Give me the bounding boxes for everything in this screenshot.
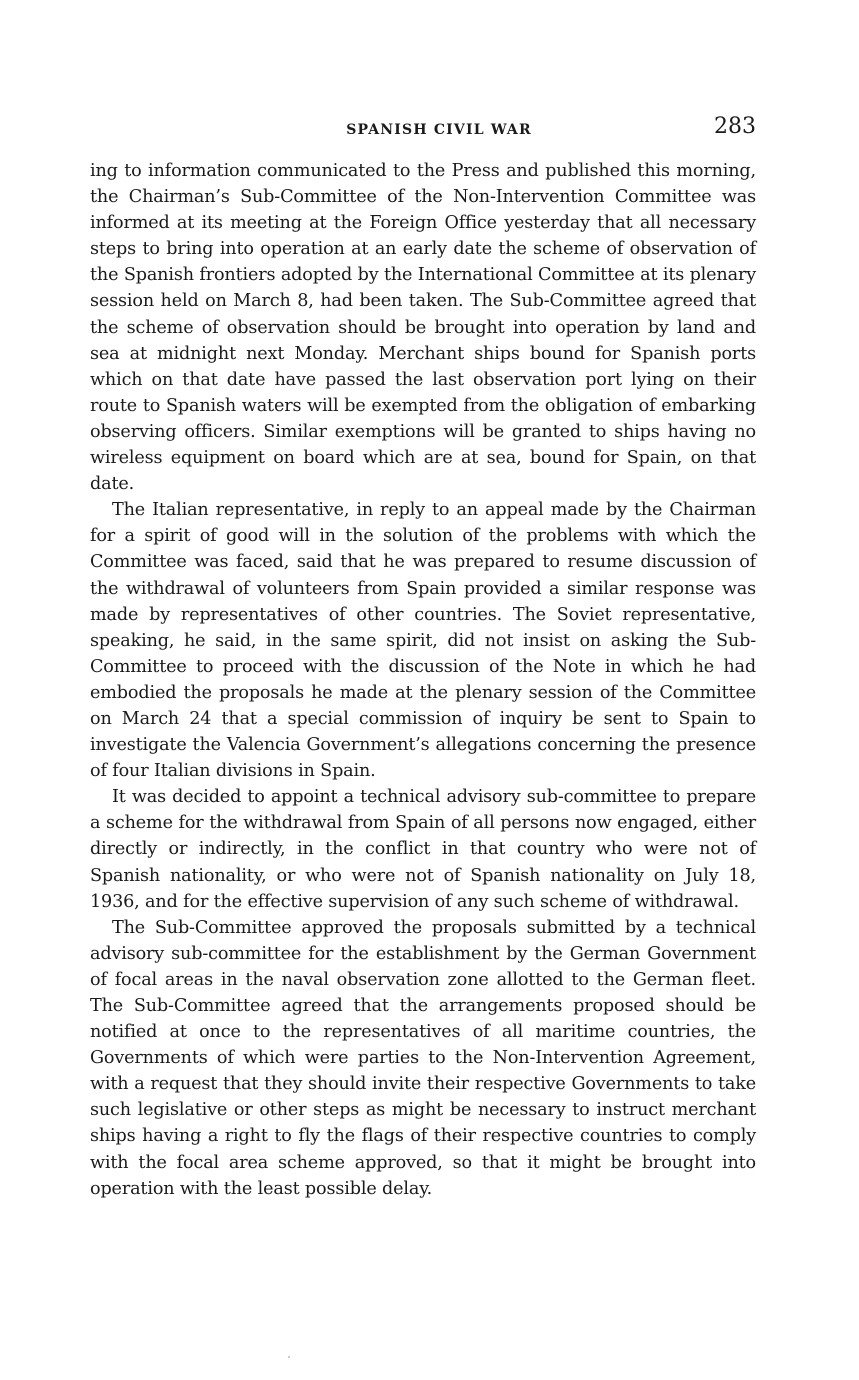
paragraph-focal-areas: The Sub-Committee approved the proposals submitted by a technical advisory sub-committee for the establishment by the German Government of focal areas in the naval observation zone allotted to the German fleet. The Sub-Committee agreed that the arrangements proposed should be notified at once to the representatives of all maritime countries, the Governments of which were parties to the Non-Intervention Agreement, with a request that they should invite their respective Governments to take such legislative or other steps as might be necessary to instruct merchant ships having a right to fly the flags of their respective countries to comply with the focal area scheme approved, so that it might be brought into operation with the least possible delay. bbox=[90, 917, 756, 1199]
page-number: 283 bbox=[714, 114, 756, 139]
body-text bbox=[90, 158, 756, 1202]
scan-speck bbox=[288, 1356, 290, 1358]
paragraph-italian-representative: The Italian representative, in reply to an appeal made by the Chairman for a spirit of good will in the solution of the problems with which the Committee was faced, said that he was prepared to resume discussion of the withdrawal of volunteers from Spain provided a similar response was made by representatives of other countries. The Soviet representative, speaking, he said, in the same spirit, did not insist on asking the Sub-Committee to proceed with the discussion of the Note in which he had embodied the proposals he made at the plenary session of the Committee on March 24 that a special commission of inquiry be sent to Spain to investigate the Valencia Government’s allegations concerning the presence of four Italian divisions in Spain. bbox=[90, 500, 756, 782]
paragraph-continued: ing to information communicated to the Press and published this morning, the Chairman’s Sub-Committee of the Non-Intervention Committee was informed at its meeting at the Foreign Office yesterday that all necessary steps to bring into operation at an early date the scheme of observation of the Spanish frontiers adopted by the International Committee at its plenary session held on March 8, had been taken. The Sub-Committee agreed that the scheme of observation should be brought into operation by land and sea at midnight next Monday. Merchant ships bound for Spanish ports which on that date have passed the last observation port lying on their route to Spanish waters will be exempted from the obligation of embarking observing officers. Similar exemptions will be granted to ships having no wireless equipment on board which are at sea, bound for Spain, on that date. bbox=[90, 161, 756, 495]
running-title: SPANISH CIVIL WAR bbox=[346, 122, 532, 138]
paragraph-technical-subcommittee: It was decided to appoint a technical advisory sub-committee to prepare a scheme for the withdrawal from Spain of all persons now engaged, either directly or indirectly, in the conflict in that country who were not of Spanish nationality, or who were not of Spanish nationality on July 18, 1936, and for the effective supervision of any such scheme of withdrawal. bbox=[90, 787, 756, 912]
running-header bbox=[90, 114, 756, 146]
